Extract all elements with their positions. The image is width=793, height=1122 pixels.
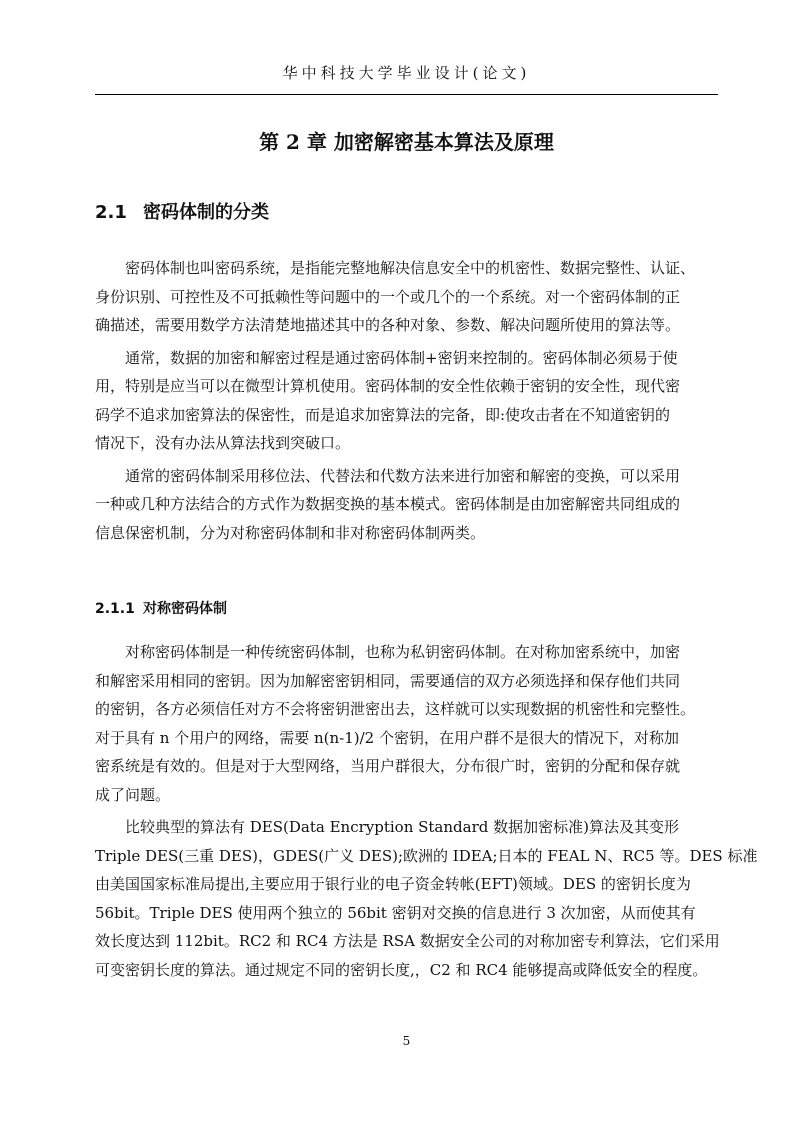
paragraph-line: 可变密钥长度的算法。通过规定不同的密钥长度,，C2 和 RC4 能够提高或降低安全的程度。 xyxy=(95,960,708,979)
paragraph-line: 通常的密码体制采用移位法、代替法和代数方法来进行加密和解密的变换，可以采用 xyxy=(125,466,681,485)
header-rule xyxy=(95,94,718,95)
section-title: 密码体制的分类 xyxy=(143,202,269,223)
paragraph-line: 由美国国家标准局提出,主要应用于银行业的电子资金转帐(EFT)领域。DES 的密钥长度为 xyxy=(95,875,691,893)
paragraph-line: 码学不追求加密算法的保密性，而是追求加密算法的完备，即:使攻击者在不知道密钥的 xyxy=(95,405,671,424)
chapter-title: 第 2 章 加密解密基本算法及原理 xyxy=(259,130,554,154)
paragraph-line: 身份识别、可控性及不可抵赖性等问题中的一个或几个的一个系统。对一个密码体制的正 xyxy=(95,287,681,306)
paragraph-line: 通常，数据的加密和解密过程是通过密码体制+密钥来控制的。密码体制必须易于使 xyxy=(125,348,678,367)
paragraph xyxy=(95,344,718,458)
paragraph-line: 56bit。Triple DES 使用两个独立的 56bit 密钥对交换的信息进行 3 次加密，从而使其有 xyxy=(95,903,696,922)
subsection-title: 对称密码体制 xyxy=(143,601,227,617)
paragraph-line: 密系统是有效的。但是对于大型网络，当用户群很大，分布很广时，密钥的分配和保存就 xyxy=(95,757,681,775)
subsection-number: 2.1.1 xyxy=(95,601,135,617)
paragraph-line: 对称密码体制是一种传统密码体制，也称为私钥密码体制。在对称加密系统中，加密 xyxy=(125,643,681,661)
subsection-heading xyxy=(95,598,227,618)
paragraph-line: 密码体制也叫密码系统，是指能完整地解决信息安全中的机密性、数据完整性、认证、 xyxy=(125,259,696,277)
section-number: 2.1 xyxy=(95,202,127,223)
paragraph-line: 信息保密机制，分为对称密码体制和非对称密码体制两类。 xyxy=(95,523,486,542)
paragraph-line: 成了问题。 xyxy=(95,785,171,804)
paragraph-line: 情况下，没有办法从算法找到突破口。 xyxy=(95,434,351,452)
page-number: 5 xyxy=(402,1034,411,1048)
paragraph xyxy=(95,254,718,340)
paragraph-line: 对于具有 n 个用户的网络，需要 n(n-1)/2 个密钥，在用户群不是很大的情况下，对称加 xyxy=(95,728,679,747)
paragraph xyxy=(95,638,718,809)
paragraph xyxy=(95,813,758,984)
paragraph-line: 效长度达到 112bit。RC2 和 RC4 方法是 RSA 数据安全公司的对称加密专利算法，它们采用 xyxy=(95,932,720,950)
paragraph-line: 的密钥，各方必须信任对方不会将密钥泄密出去，这样就可以实现数据的机密性和完整性。 xyxy=(95,700,696,718)
paragraph-line: 用，特别是应当可以在微型计算机使用。密码体制的安全性依赖于密钥的安全性，现代密 xyxy=(95,377,681,395)
paragraph-line: Triple DES(三重 DES)，GDES(广义 DES);欧洲的 IDEA;日本的 FEAL N、RC5 等。DES 标准 xyxy=(95,846,758,865)
paragraph-line: 一种或几种方法结合的方式作为数据变换的基本模式。密码体制是由加密解密共同组成的 xyxy=(95,495,681,513)
page-header: 华中科技大学毕业设计(论文) xyxy=(282,64,531,82)
paragraph-line: 和解密采用相同的密钥。因为加解密密钥相同，需要通信的双方必须选择和保存他们共同 xyxy=(95,671,681,690)
paragraph xyxy=(95,462,718,548)
paragraph-line: 确描述，需要用数学方法清楚地描述其中的各种对象、参数、解决问题所使用的算法等。 xyxy=(95,316,681,334)
section-heading xyxy=(95,198,269,224)
paragraph-line: 比较典型的算法有 DES(Data Encryption Standard 数据加密标准)算法及其变形 xyxy=(125,818,679,836)
